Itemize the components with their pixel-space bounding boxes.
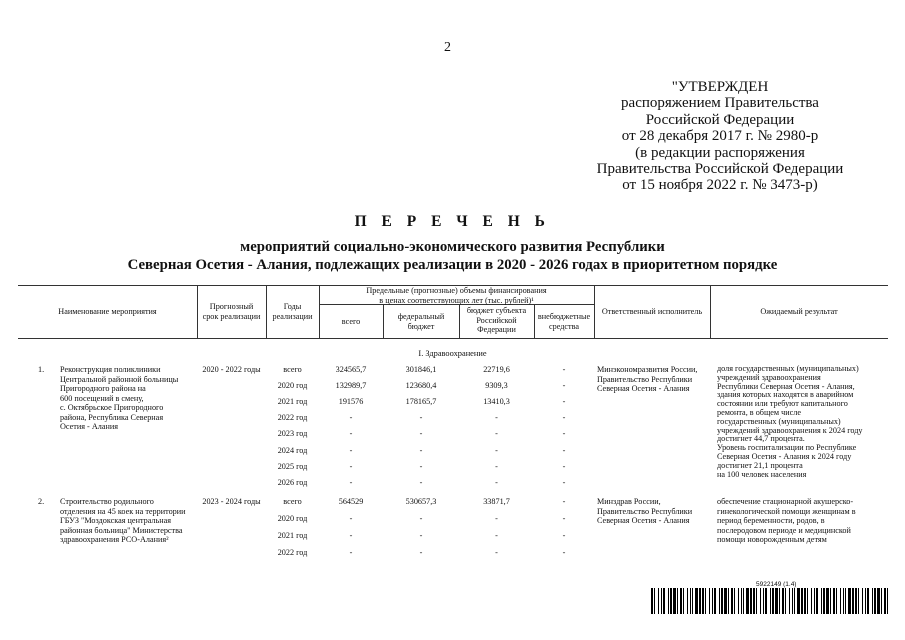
regional-value: - [495, 446, 498, 455]
approval-line: Российской Федерации [645, 111, 795, 128]
row-result-line: состоянии или требуют капитального [717, 399, 848, 409]
total-value: - [349, 548, 353, 557]
row-executor-line: Минздрав России, [597, 497, 661, 506]
row-name-line: ГБУЗ "Моздокская центральная [60, 516, 172, 525]
federal-value: - [419, 531, 423, 540]
regional-value: - [495, 462, 498, 471]
header-years [266, 302, 319, 321]
subtitle-line: Северная Осетия - Алания, подлежащих реализации в 2020 - 2026 годах в приоритетном порядке [127, 257, 778, 273]
row-term: 2020 - 2022 годы [202, 365, 261, 374]
federal-value: - [419, 514, 423, 523]
total-value: 191576 [338, 397, 364, 406]
extra-value: - [562, 514, 566, 523]
row-result-line: здания которых находятся в аварийном [717, 390, 854, 400]
year-label: 2021 год [277, 531, 308, 540]
federal-value: 178165,7 [405, 397, 437, 406]
row-result-line: достигнет 21,1 процента [717, 460, 803, 470]
year-label: всего [283, 365, 302, 374]
header-extra-line: внебюджетные [537, 312, 591, 321]
row-number: 2. [38, 497, 45, 506]
row-result-line: достигнет 44,7 процента. [717, 434, 805, 444]
approval-line: (в редакции распоряжения [635, 144, 805, 161]
header-term-line: Прогнозный [209, 302, 254, 311]
regional-value: 33871,7 [483, 497, 510, 506]
header-regional [459, 306, 534, 335]
row-result-line: на 100 человек населения [717, 469, 807, 479]
row-result-line: обеспечение стационарной акушерско- [717, 497, 854, 506]
header-years-line: Годы [283, 302, 302, 311]
row-executor [597, 497, 709, 526]
federal-value: - [419, 429, 423, 438]
extra-value: - [562, 462, 566, 471]
subtitle-line: мероприятий социально-экономического развития Республики [240, 239, 665, 255]
approval-line: от 28 декабря 2017 г. № 2980-р [621, 128, 819, 145]
row-result-line: гинекологической помощи женщинам в [717, 506, 856, 516]
header-funding-line: в ценах соответствующих лет (тыс. рублей)¹ [379, 295, 534, 305]
header-term-line: срок реализации [202, 311, 261, 321]
row-executor-line: Правительство Республики [597, 506, 693, 516]
year-label: 2022 год [277, 413, 308, 422]
extra-value: - [562, 531, 566, 540]
year-label: 2020 год [277, 381, 308, 390]
row-term: 2023 - 2024 годы [202, 497, 261, 506]
document-subtitle [0, 238, 905, 274]
row-name-line: районная больница" Министерства [60, 525, 183, 535]
row-executor-line: Северная Осетия - Алания [597, 516, 690, 525]
approval-line: Правительства Российской Федерации [596, 161, 844, 178]
row-name-line: Пригородного района на [60, 384, 146, 393]
regional-value: 9309,3 [485, 381, 508, 390]
row-name-line: с. Октябрьское Пригородного [60, 403, 164, 412]
row-name [60, 497, 198, 545]
total-value: - [349, 478, 353, 487]
federal-value: - [419, 478, 423, 487]
extra-value: - [562, 413, 566, 422]
regional-value: - [495, 548, 498, 557]
header-extra-line: средства [548, 321, 580, 331]
total-value: - [349, 429, 353, 438]
federal-value: 301846,1 [405, 365, 437, 374]
barcode-icon [651, 588, 888, 614]
row-result-line: учреждений здравоохранения к 2024 году [717, 425, 863, 435]
approval-line: от 15 ноября 2022 г. № 3473-р) [622, 177, 818, 194]
document-id: 5922149 (1.4) [756, 581, 797, 588]
extra-value: - [562, 365, 566, 374]
header-years-line: реализации [272, 311, 313, 321]
row-name-line: 600 посещений в смену, [60, 393, 144, 403]
year-label: 2020 год [277, 514, 308, 523]
regional-value: - [495, 514, 498, 523]
header-extra [534, 312, 594, 331]
header-regional-line: Российской [476, 315, 517, 325]
year-label: 2026 год [277, 478, 308, 487]
federal-value: 123680,4 [405, 381, 437, 390]
row-result-line: доля государственных (муниципальных) [717, 364, 859, 373]
extra-value: - [562, 548, 566, 557]
regional-value: 22719,6 [483, 365, 510, 374]
total-value: - [349, 531, 353, 540]
row-name-line: отделения на 45 коек на территории [60, 506, 186, 516]
row-number: 1. [38, 365, 45, 374]
regional-value: - [495, 429, 498, 438]
approval-line: распоряжением Правительства [621, 95, 819, 112]
regional-value: - [495, 531, 498, 540]
header-result: Ожидаемый результат [760, 307, 838, 316]
header-regional-line: бюджет субъекта [466, 306, 527, 315]
row-result-line: Северная Осетия - Алания к 2024 году [717, 451, 852, 461]
row-result-line: Уровень госпитализации по Республике [717, 443, 857, 453]
federal-value: - [419, 462, 423, 471]
year-label: 2023 год [277, 429, 308, 438]
row-result [717, 365, 889, 479]
total-value: - [349, 514, 353, 523]
header-executor: Ответственный исполнитель [601, 307, 703, 316]
total-value: - [349, 446, 353, 455]
year-label: 2025 год [277, 462, 308, 471]
header-term [197, 302, 266, 321]
row-result-line: период беременности, родов, в [717, 516, 825, 525]
row-result [717, 497, 889, 545]
extra-value: - [562, 497, 566, 506]
row-executor [597, 365, 709, 394]
federal-value: - [419, 413, 423, 422]
total-value: 564529 [338, 497, 364, 506]
row-name-line: Центральной районной больницы [60, 374, 179, 384]
row-name-line: Реконструкция поликлиники [60, 365, 161, 374]
row-name-line: Осетия - Алания [60, 422, 118, 431]
extra-value: - [562, 429, 566, 438]
page-number: 2 [444, 40, 451, 55]
regional-value: 13410,3 [483, 397, 510, 406]
federal-value: - [419, 548, 423, 557]
header-federal-line: бюджет [407, 321, 435, 331]
total-value: - [349, 462, 353, 471]
extra-value: - [562, 397, 566, 406]
row-name [60, 365, 196, 432]
year-label: 2024 год [277, 446, 308, 455]
extra-value: - [562, 478, 566, 487]
total-value: - [349, 413, 353, 422]
header-name: Наименование мероприятия [58, 307, 157, 316]
year-label: всего [283, 497, 302, 506]
year-label: 2022 год [277, 548, 308, 557]
approval-line: "УТВЕРЖДЕН [671, 79, 769, 95]
row-executor-line: Северная Осетия - Алания [597, 384, 690, 393]
extra-value: - [562, 381, 566, 390]
row-result-line: учреждений здравоохранения [717, 372, 821, 382]
document-title: П Е Р Е Ч Е Н Ь [354, 213, 551, 230]
header-federal [383, 312, 459, 331]
row-executor-line: Правительство Республики [597, 374, 693, 384]
header-funding-line: Предельные (прогнозные) объемы финансирования [366, 286, 547, 295]
federal-value: 530657,3 [405, 497, 437, 506]
approval-stamp [560, 79, 880, 194]
row-result-line: помощи новорожденным детям [717, 535, 827, 544]
header-federal-line: федеральный [397, 312, 445, 321]
header-funding [319, 286, 594, 305]
header-total: всего [341, 317, 361, 326]
table-header-bottom [18, 338, 888, 339]
federal-value: - [419, 446, 423, 455]
row-result-line: послеродовом периоде и медицинской [717, 525, 851, 535]
row-name-line: здравоохранения РСО-Алания² [60, 535, 169, 544]
row-name-line: Строительство родильного [60, 497, 154, 506]
row-result-line: Республики Северная Осетия - Алания, [717, 381, 855, 391]
row-name-line: района, Республика Северная [60, 412, 164, 422]
year-label: 2021 год [277, 397, 308, 406]
regional-value: - [495, 478, 498, 487]
extra-value: - [562, 446, 566, 455]
header-regional-line: Федерации [477, 325, 516, 334]
total-value: 324565,7 [335, 365, 367, 374]
regional-value: - [495, 413, 498, 422]
section-heading: I. Здравоохранение [418, 349, 487, 358]
row-executor-line: Минэкономразвития России, [597, 365, 698, 374]
total-value: 132989,7 [335, 381, 367, 390]
row-result-line: государственных (муниципальных) [717, 416, 841, 426]
row-result-line: ремонта, в общем числе [717, 407, 801, 417]
